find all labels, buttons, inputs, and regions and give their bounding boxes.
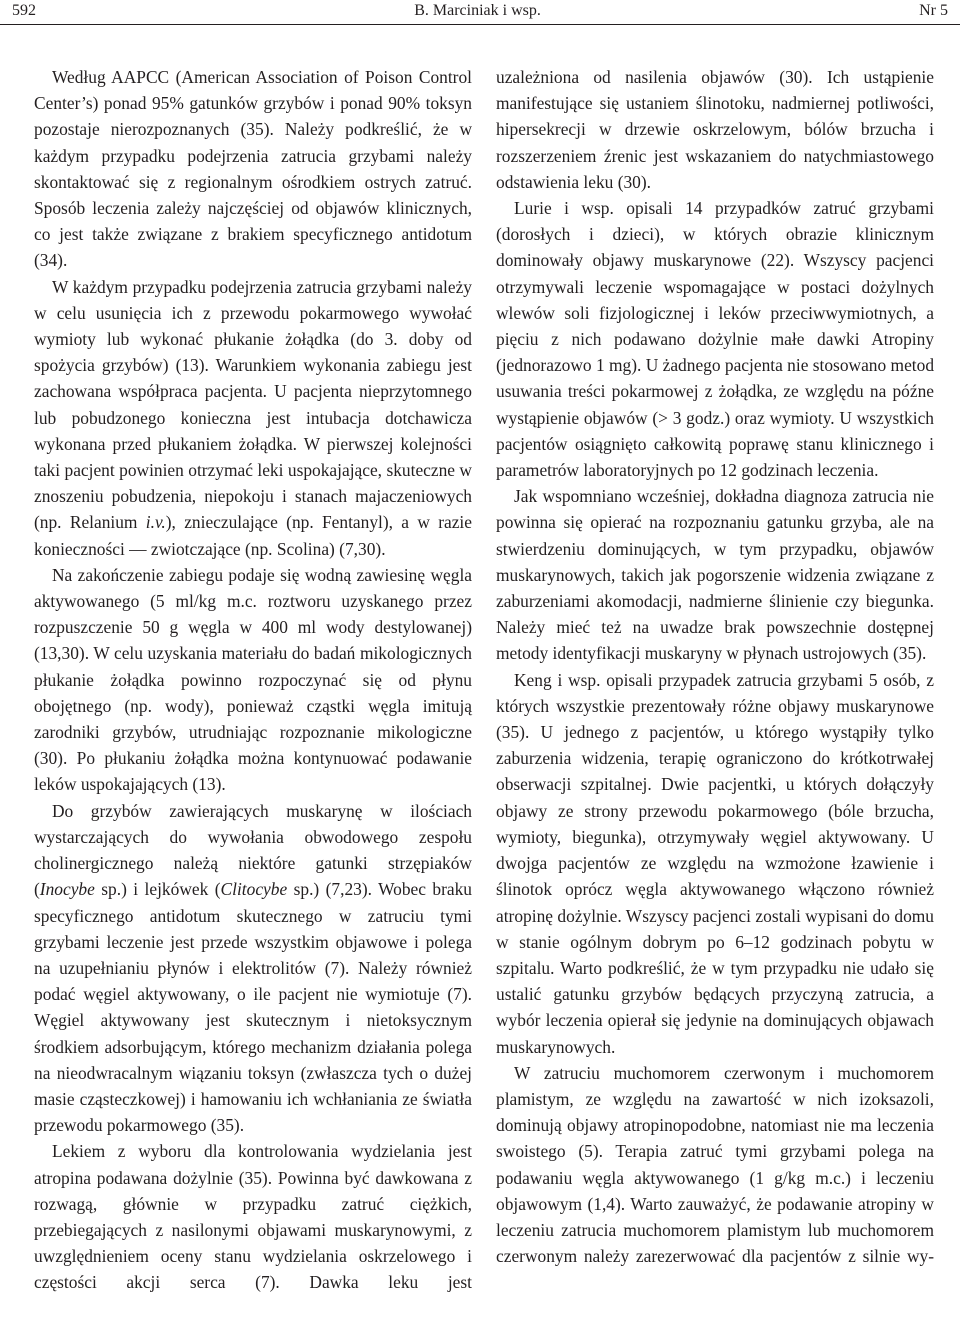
paragraph: Na zakończenie zabiegu podaje się wodną zawiesinę węgla aktywowanego (5 ml/kg m.c. roztworu uzyskanego przez rozpuszczenie 50 g węgla w 400 ml wody destylowanej) (13,30). W celu uzyskania materiału do badań mikologicznych płukanie żołądka powinno rozpoczynać się od płynu obojętnego (np. wody), ponieważ cząstki węgla imitują zarodniki grzybów, utrudniając rozpoznanie mikologiczne (30). Po płukaniu żołądka można kontynuować podawanie leków uspokajających (13). [34, 564, 472, 795]
running-head-issue: Nr 5 [919, 2, 948, 19]
paragraph: uzależniona od nasilenia objawów (30). Ich ustąpienie manifestujące się ustaniem ślinotoku, nadmiernej potliwości, hipersekrecji w drzewie oskrzelowym, bólów brzucha i rozszerzeniem źrenic jest wskazaniem do natychmiastowego odstawienia leku (30). [496, 67, 934, 192]
paragraph [34, 274, 472, 562]
left-column [34, 64, 472, 1296]
paragraph-text: sp.) i lejkówek ( [94, 879, 221, 900]
running-head-authors: B. Marciniak i wsp. [414, 2, 541, 19]
paragraph: Jak wspomniano wcześniej, dokładna diagnoza zatrucia nie powinna się opierać na rozpoznaniu gatunku grzyba, ale na stwierdzeniu dominujących, w tym przypadku, objawów muskarynowych, takich jak pogorszenie widzenia związane z zaburzeniami akomodacji, nadmierne ślinienie czy biegunka. Należy mieć też na uwadze brak powszechnie dostępnej metody identyfikacji muskaryny w płynach ustrojowych (35). [496, 486, 934, 664]
paragraph-text: ), znieczulające (np. Fentanyl), a w razie konieczności — zwiotczające (np. Scolina) (7,30). [34, 512, 472, 559]
genus-name: Inocybe [39, 879, 95, 900]
running-head [12, 0, 948, 22]
paragraph: Według AAPCC (American Association of Poison Control Center’s) ponad 95% gatunków grzybów i ponad 90% toksyn pozostaje nierozpoznanych (35). Należy podkreślić, że w każdym przypadku podejrzenia zatrucia grzybami należy skontaktować się z regionalnym ośrodkiem ostrych zatruć. Sposób leczenia zależy najczęściej od objawów klinicznych, co jest także związane z brakiem specyficznego antidotum (34). [34, 67, 472, 271]
header-rule [0, 24, 960, 25]
right-column [496, 64, 934, 1269]
paragraph: W zatruciu muchomorem czerwonym i muchomorem plamistym, ze względu na zawartość w nich izoksazoli, dominują objawy atropinopodobne, natomiast nie ma leczenia swoistego (5). Terapia zatruć tymi grzybami polega na podawaniu węgla aktywowanego (1 g/kg m.c.) i leczeniu objawowym (1,4). Warto zauważyć, że podawanie atropiny w leczeniu zatrucia muchomorem plamistym lub muchomorem czerwonym należy zarezerwować dla pacjentów z silnie wy- [496, 1062, 934, 1267]
paragraph: Lurie i wsp. opisali 14 przypadków zatruć grzybami (dorosłych i dzieci), w których obrazie klinicznym dominowały objawy muskarynowe (22). Wszyscy pacjenci otrzymywali leczenie wspomagające w postaci dożylnych wlewów soli fizjologicznej i leków przeciwwymiotnych, a pięciu z nich podawano dożylnie małe dawki Atropiny (jednorazowo 1 mg). U żadnego pacjenta nie stosowano metod usuwania treści pokarmowej z żołądka, ze względu na późne wystąpienie objawów (> 3 godz.) oraz wymioty. U wszystkich pacjentów osiągnięto całkowitą poprawę stanu klinicznego i parametrów laboratoryjnych po 12 godzinach leczenia. [496, 198, 935, 481]
page-number: 592 [12, 2, 36, 19]
paragraph-text: Do grzybów zawierających muskarynę w ilościach wystarczających do wywołania obwodowego zespołu cholinergicznego należą niektóre gatunki strzępiaków ( [34, 800, 472, 900]
italic-abbreviation: i.v. [145, 512, 166, 533]
paragraph-text: sp.) (7,23). Wobec braku specyficznego antidotum skutecznego w zatruciu tymi grzybami leczenie jest przede wszystkim objawowe i polega na uzupełnianiu płynów i elektrolitów (7). Należy również podać węgiel aktywowany, o ile pacjent nie wymiotuje (7). Węgiel aktywowany jest skutecznym i nietoksycznym środkiem adsorbującym, którego mechanizm działania polega na nieodwracalnym wiązaniu toksyn (zwłaszcza tych o dużej masie cząsteczkowej) i hamowaniu ich wchłaniania ze światła przewodu pokarmowego (35). [34, 879, 472, 1136]
paragraph: Keng i wsp. opisali przypadek zatrucia grzybami 5 osób, z których wszystkie prezentowały różne objawy muskarynowe (35). U jednego z pacjentów, u którego wystąpiły tylko zaburzenia widzenia, terapię ograniczono do krótkotrwałej obserwacji szpitalnej. Dwie pacjentki, u których dołączyły objawy ze strony przewodu pokarmowego (bóle brzucha, wymioty, biegunka), otrzymywały węgiel aktywowany. U dwojga pacjentów ze względu na wzmożone łzawienie i ślinotok oprócz węgla aktywowanego włączono również atropinę dożylnie. Wszyscy pacjenci zostali wypisani do domu w stanie ogólnym dobrym po 6–12 godzinach pobytu w szpitalu. Warto podkreślić, że w tym przypadku nie udało się ustalić gatunku grzybów będących przyczyną zatrucia, a wybór leczenia opierał się jedynie na dominujących objawach muskarynowych. [496, 669, 934, 1057]
paragraph: Lekiem z wyboru dla kontrolowania wydzielania jest atropina podawana dożylnie (35). Powinna być dawkowana z rozwagą, głównie w przypadku zatruć ciężkich, przebiegających z nasilonymi objawami muskarynowymi, z uwzględnieniem oceny stanu wydzielania oskrzelowego i częstości akcji serca (7). Dawka leku jest [34, 1141, 472, 1293]
paragraph-text: W każdym przypadku podejrzenia zatrucia grzybami należy w celu usunięcia ich z przewodu pokarmowego wywołać wymioty lub wykonać płukanie żołądka (do 3. doby od spożycia grzybów) (13). Warunkiem wykonania zabiegu jest zachowana współpraca pacjenta. U pacjenta nieprzytomnego lub pobudzonego konieczna jest intubacja dotchawicza wykonana przed płukaniem żołądka. W pierwszej kolejności taki pacjent powinien otrzymać leki uspokajające, skuteczne w znoszeniu pobudzenia, niepokoju i stanach majaczeniowych (np. Relanium [34, 276, 472, 533]
genus-name: Clitocybe [220, 879, 288, 900]
paragraph [34, 798, 472, 1139]
